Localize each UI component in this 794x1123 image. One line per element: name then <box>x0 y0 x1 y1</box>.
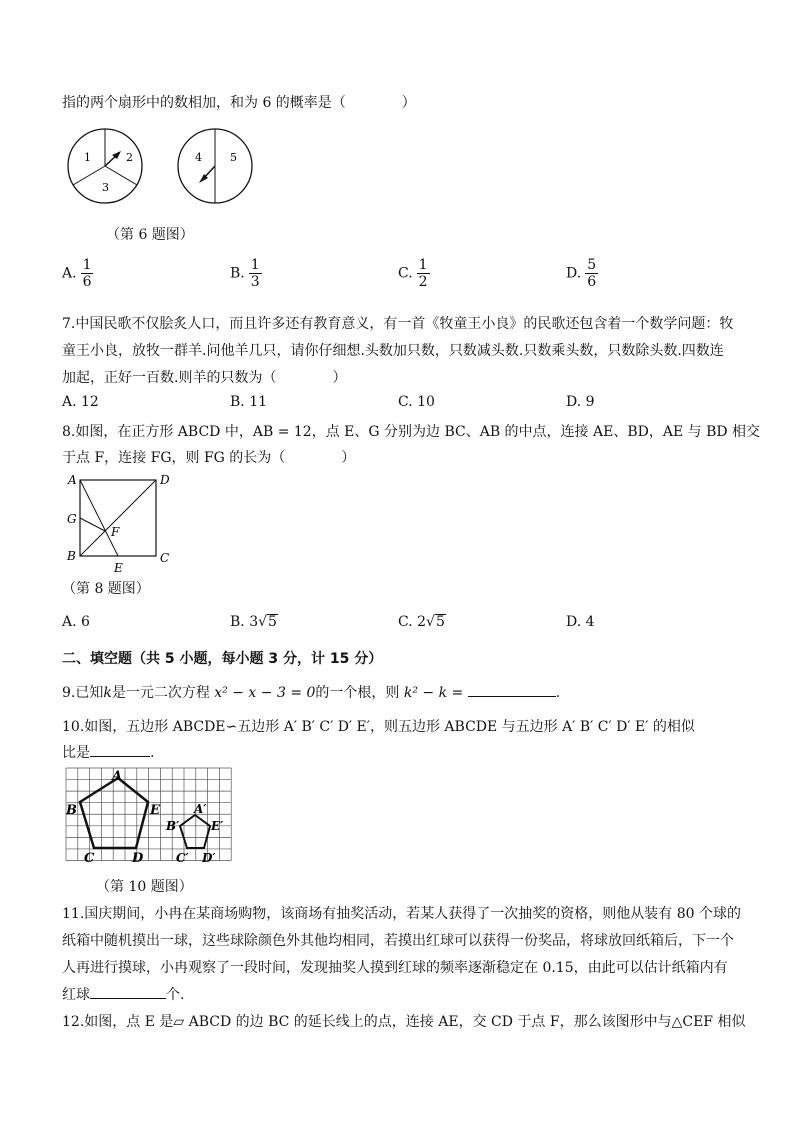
q6-stem: 指的两个扇形中的数相加，和为 6 的概率是（ ） <box>62 95 416 111</box>
fraction: $\frac{1}{6}$ <box>82 257 92 290</box>
q6-option-a[interactable]: A. $\frac{1}{6}$ <box>62 257 92 290</box>
q9-equation: x² − x − 3 = 0 <box>214 685 316 701</box>
label-e-prime: E′ <box>211 819 224 833</box>
q10-pentagon-grid-figure <box>62 764 232 868</box>
label-e: E <box>150 803 160 818</box>
q8-caption: （第 8 题图） <box>62 581 150 597</box>
q11-line-4: 红球 个. <box>62 984 184 1004</box>
q11-line-2: 纸箱中随机摸出一球，这些球除颜色外其他均相同，若摸出红球可以获得一份奖品，将球放回纸箱后，下一个 <box>62 933 734 949</box>
fraction: $\frac{1}{2}$ <box>418 257 428 290</box>
q8-option-a[interactable]: A. 6 <box>62 614 90 630</box>
spinner2-label-5: 5 <box>230 151 237 164</box>
label-f: F <box>111 525 120 539</box>
radicand: 5 <box>435 614 445 630</box>
label-a-prime: A′ <box>194 802 207 816</box>
q6-caption: （第 6 题图） <box>106 227 194 243</box>
q7-line-3: 加起，正好一百数.则羊的只数为（ ） <box>62 370 347 386</box>
label-a: A <box>112 769 123 784</box>
q7-option-c[interactable]: C. 10 <box>398 394 435 410</box>
q6-option-b[interactable]: B. $\frac{1}{3}$ <box>230 257 260 290</box>
label-c-prime: C′ <box>176 851 189 865</box>
q8-square-figure <box>62 470 182 578</box>
q7-line-1: 7.中国民歌不仅脍炙人口，而且许多还有教育意义，有一首《牧童王小良》的民歌还包含着一个数学问题：牧 <box>62 316 734 332</box>
label-b-prime: B′ <box>166 819 180 833</box>
q7-option-d[interactable]: D. 9 <box>566 394 595 410</box>
q10-answer-blank[interactable] <box>90 742 150 757</box>
q8-line-2: 于点 F，连接 FG，则 FG 的长为（ ） <box>62 450 356 466</box>
q10-line-1: 10.如图，五边形 ABCDE∽五边形 A′ B′ C′ D′ E′，则五边形 ABCDE 与五边形 A′ B′ C′ D′ E′ 的相似 <box>62 719 695 735</box>
q11-line-3: 人再进行摸球，小冉观察了一段时间，发现抽奖人摸到红球的频率逐渐稳定在 0.15，由此可以估计纸箱内有 <box>62 960 728 976</box>
q6-option-d[interactable]: D. $\frac{5}{6}$ <box>566 257 597 290</box>
spinner-right <box>178 129 252 203</box>
q6-spinners-figure <box>62 128 262 204</box>
q9-expression: k² − k = <box>403 685 464 701</box>
q8-option-c[interactable]: C. 2√5 <box>398 614 445 630</box>
q8-line-1: 8.如图，在正方形 ABCD 中，AB = 12，点 E、G 分别为边 BC、AB 的中点，连接 AE、BD，AE 与 BD 相交 <box>62 424 761 440</box>
q7-option-b[interactable]: B. 11 <box>230 394 268 410</box>
spinner-left <box>68 129 142 203</box>
radicand: 5 <box>268 614 277 630</box>
label-c: C <box>160 551 170 565</box>
spinner2-label-4: 4 <box>195 151 202 164</box>
q9-line: 9.已知k是一元二次方程 x² − x − 3 = 0的一个根，则 k² − k = . <box>62 682 560 702</box>
q8-option-b[interactable]: B. 3√5 <box>230 614 277 630</box>
q11-answer-blank[interactable] <box>90 984 166 999</box>
label-a: A <box>68 473 77 487</box>
q10-line-2: 比是 . <box>62 742 154 762</box>
label-g: G <box>67 512 77 526</box>
section-heading: 二、填空题（共 5 小题，每小题 3 分，计 15 分） <box>62 651 383 667</box>
spinner1-label-3: 3 <box>102 181 109 194</box>
q6-option-c[interactable]: C. $\frac{1}{2}$ <box>398 257 428 290</box>
q7-line-2: 童王小良，放牧一群羊.问他羊几只，请你仔细想.头数加只数，只数减头数.只数乘头数，只数除头数.四数连 <box>62 343 724 359</box>
label-d-prime: D′ <box>202 851 216 865</box>
label-b: B <box>66 803 77 818</box>
fraction: $\frac{1}{3}$ <box>250 257 260 290</box>
label-d: D <box>132 851 144 866</box>
pentagon-a2b2c2d2e2 <box>180 815 210 848</box>
spinner1-label-2: 2 <box>126 151 133 164</box>
q9-answer-blank[interactable] <box>468 682 556 697</box>
spinner1-label-1: 1 <box>84 151 91 164</box>
q8-option-d[interactable]: D. 4 <box>566 614 595 630</box>
q7-option-a[interactable]: A. 12 <box>62 394 99 410</box>
label-d: D <box>160 473 170 487</box>
q12-line-1: 12.如图，点 E 是▱ ABCD 的边 BC 的延长线上的点，连接 AE，交 CD 于点 F，那么该图形中与△CEF 相似 <box>62 1014 746 1030</box>
label-e: E <box>114 561 123 575</box>
q10-caption: （第 10 题图） <box>96 879 193 895</box>
fraction: $\frac{5}{6}$ <box>587 257 597 290</box>
label-b: B <box>67 549 76 563</box>
label-c: C <box>84 851 95 866</box>
q11-line-1: 11.国庆期间，小冉在某商场购物，该商场有抽奖活动，若某人获得了一次抽奖的资格，则他从装有 80 个球的 <box>62 906 741 922</box>
